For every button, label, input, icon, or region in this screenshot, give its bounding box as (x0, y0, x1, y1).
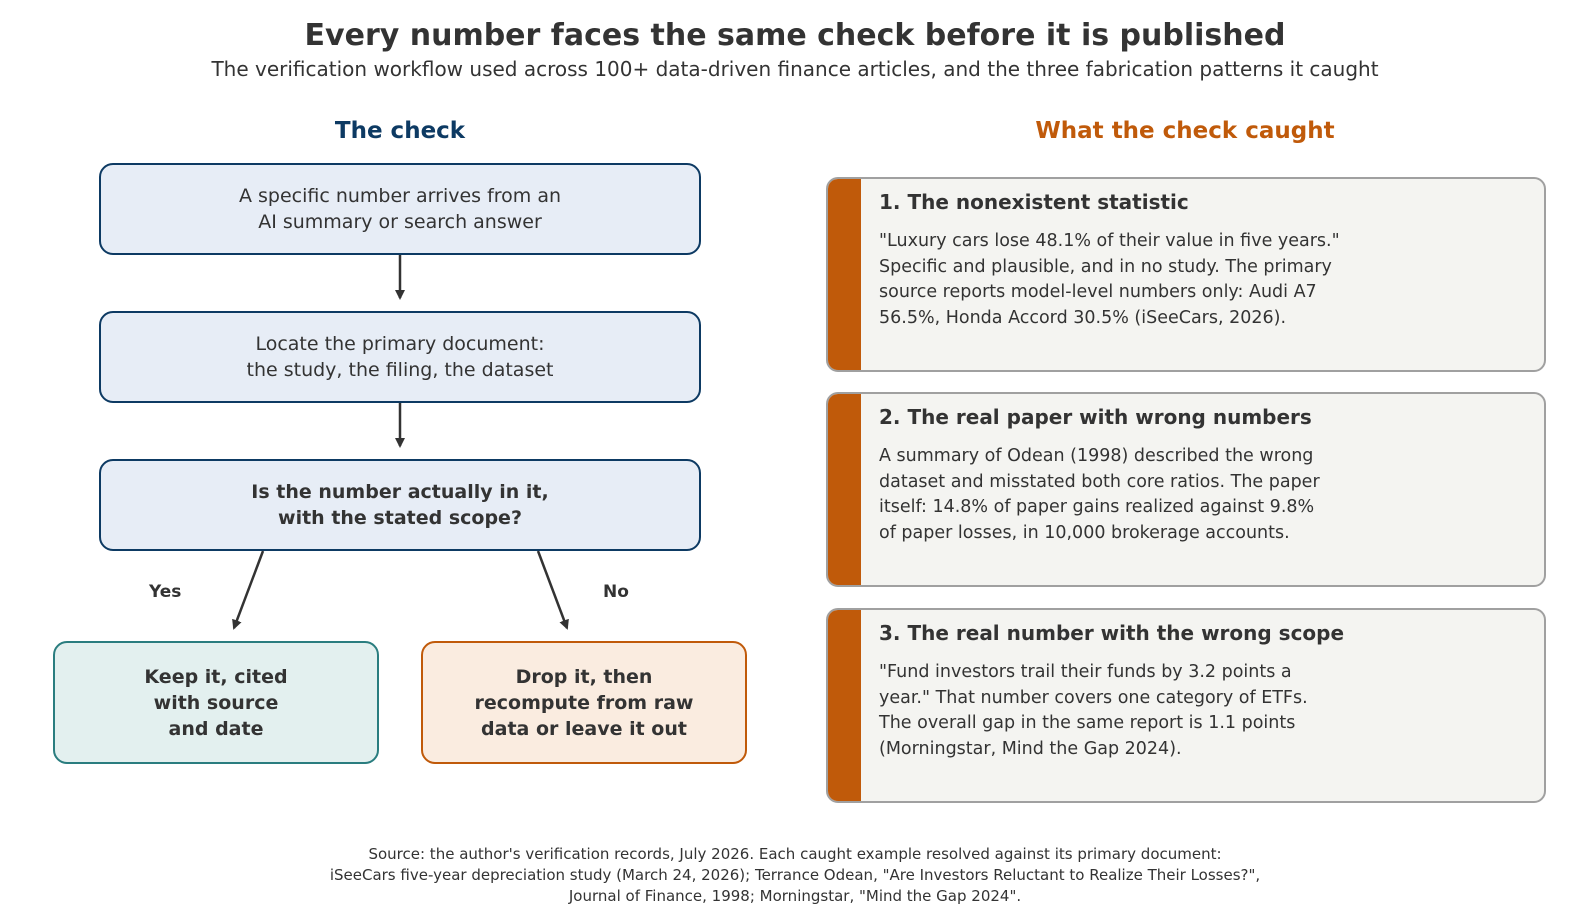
outcome-keep: Keep it, cited with source and date (53, 641, 379, 764)
caught-heading: What the check caught (1035, 118, 1335, 144)
flow-step-decision: Is the number actually in it, with the stated scope? (99, 459, 701, 551)
card-title: 3. The real number with the wrong scope (879, 621, 1345, 645)
arrow-yes (234, 551, 263, 628)
flow-step-locate: Locate the primary document: the study, the filing, the dataset (99, 311, 701, 403)
caught-card-2 (826, 392, 1546, 587)
no-label: No (603, 582, 629, 602)
card-body: "Luxury cars lose 48.1% of their value in five years." Specific and plausible, and in no study. The primary source reports model-level numbers only: Audi A7 56.5%, Honda Accord 30.5% (iSeeCars, 2026). (879, 231, 1340, 328)
flow-step-arrival: A specific number arrives from an AI summary or search answer (99, 163, 701, 255)
caught-card-1 (826, 177, 1546, 372)
page-title: Every number faces the same check before it is published (304, 18, 1286, 53)
flow-heading: The check (334, 118, 466, 144)
outcome-drop: Drop it, then recompute from raw data or leave it out (421, 641, 747, 764)
card-accent-bar (828, 610, 861, 801)
source-note: Source: the author's verification records, July 2026. Each caught example resolved against its primary document: iSeeCars five-year depreciation study (March 24, 2026); Terrance Odean, "Are Investors Reluctant to Realize Their Losses?", Journal of Finance, 1998; Morningstar, "Mind the Gap 2024". (329, 845, 1261, 905)
card-body: A summary of Odean (1998) described the wrong dataset and misstated both core ratios. The paper itself: 14.8% of paper gains realized against 9.8% of paper losses, in 10,000 brokerage accounts. (879, 446, 1320, 543)
arrow-no (538, 551, 567, 628)
yes-label: Yes (149, 582, 182, 602)
caught-card-3 (826, 608, 1546, 803)
page-subtitle: The verification workflow used across 100+ data-driven finance articles, and the three fabrication patterns it caught (211, 57, 1379, 81)
card-accent-bar (828, 394, 861, 585)
card-title: 2. The real paper with wrong numbers (879, 405, 1312, 429)
card-accent-bar (828, 179, 861, 370)
card-title: 1. The nonexistent statistic (879, 190, 1189, 214)
card-body: "Fund investors trail their funds by 3.2 points a year." That number covers one category of ETFs. The overall gap in the same report is 1.1 points (Morningstar, Mind the Gap 2024). (879, 662, 1308, 759)
